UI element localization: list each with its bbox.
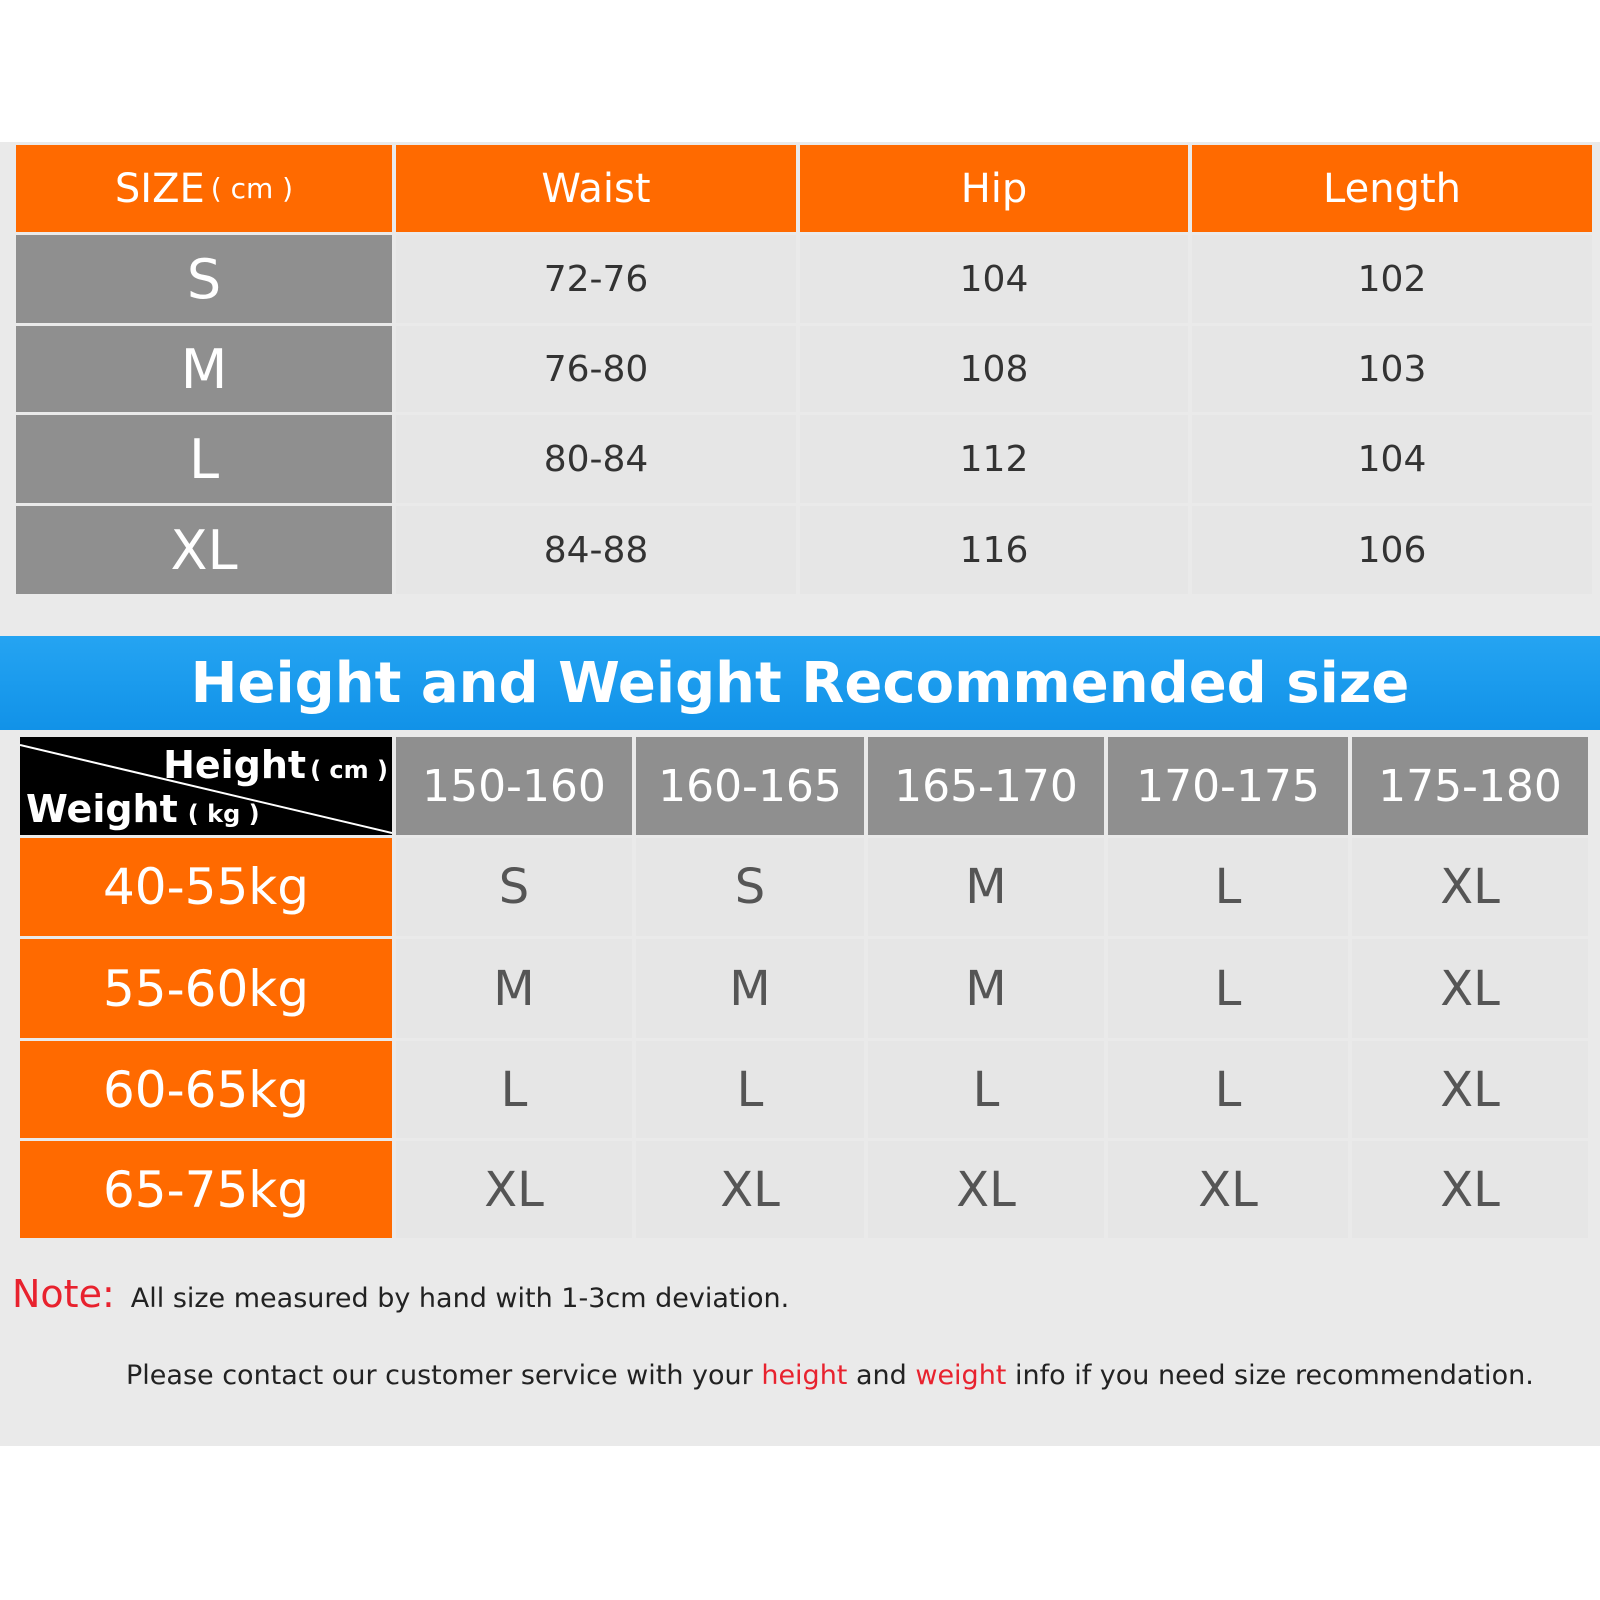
- header-size-unit: ( cm ): [210, 172, 294, 205]
- note-highlight-weight: weight: [915, 1360, 1007, 1391]
- waist-value: 80-84: [396, 415, 796, 503]
- recommended-size: M: [396, 939, 632, 1038]
- recommended-size: XL: [868, 1141, 1104, 1238]
- size-row-label: M: [16, 326, 392, 412]
- height-column-header: 170-175: [1108, 737, 1348, 835]
- hip-value: 108: [800, 326, 1188, 412]
- header-size: [16, 145, 392, 232]
- weight-row-header: 65-75kg: [20, 1141, 392, 1238]
- header-waist: Waist: [396, 145, 796, 232]
- length-value: 106: [1192, 506, 1592, 594]
- height-column-header: 160-165: [636, 737, 864, 835]
- length-value: 104: [1192, 415, 1592, 503]
- height-unit: ( cm ): [310, 756, 388, 784]
- recommended-size: XL: [396, 1141, 632, 1238]
- hip-value: 116: [800, 506, 1188, 594]
- note-text-part1: Please contact our customer service with your: [126, 1360, 762, 1391]
- size-row-label: S: [16, 235, 392, 323]
- size-row-label: L: [16, 415, 392, 503]
- note-text: All size measured by hand with 1-3cm deviation.: [130, 1283, 790, 1314]
- header-size-label: SIZE: [114, 165, 205, 212]
- size-row-label: XL: [16, 506, 392, 594]
- recommended-size: L: [636, 1041, 864, 1138]
- recommended-size: M: [636, 939, 864, 1038]
- recommended-size: XL: [1108, 1141, 1348, 1238]
- recommendation-table: [20, 737, 1588, 1238]
- recommended-size: L: [1108, 838, 1348, 936]
- note-highlight-height: height: [761, 1360, 848, 1391]
- height-column-header: 150-160: [396, 737, 632, 835]
- note-line-2: [126, 1360, 1534, 1391]
- recommended-size: L: [1108, 1041, 1348, 1138]
- length-value: 102: [1192, 235, 1592, 323]
- recommended-size: M: [868, 838, 1104, 936]
- recommended-size: L: [1108, 939, 1348, 1038]
- waist-value: 84-88: [396, 506, 796, 594]
- recommended-size: XL: [1352, 838, 1588, 936]
- recommended-size: L: [868, 1041, 1104, 1138]
- weight-row-header: 55-60kg: [20, 939, 392, 1038]
- weight-unit: ( kg ): [187, 800, 260, 828]
- recommended-size: L: [396, 1041, 632, 1138]
- weight-axis-label: [26, 787, 260, 831]
- height-column-header: 165-170: [868, 737, 1104, 835]
- hip-value: 112: [800, 415, 1188, 503]
- recommended-size: XL: [1352, 939, 1588, 1038]
- corner-header: [20, 737, 392, 835]
- recommended-size: S: [396, 838, 632, 936]
- length-value: 103: [1192, 326, 1592, 412]
- weight-row-header: 40-55kg: [20, 838, 392, 936]
- height-column-header: 175-180: [1352, 737, 1588, 835]
- note-label: Note:: [12, 1272, 115, 1316]
- height-label: Height: [163, 743, 307, 787]
- weight-label: Weight: [26, 787, 178, 831]
- header-length: Length: [1192, 145, 1592, 232]
- note-text-and: and: [847, 1360, 916, 1391]
- recommended-size: S: [636, 838, 864, 936]
- recommended-size: XL: [1352, 1141, 1588, 1238]
- weight-row-header: 60-65kg: [20, 1041, 392, 1138]
- recommended-size: XL: [636, 1141, 864, 1238]
- note-line-1: [12, 1272, 789, 1316]
- note-text-part2: info if you need size recommendation.: [1006, 1360, 1534, 1391]
- height-axis-label: [163, 743, 388, 787]
- header-hip: Hip: [800, 145, 1188, 232]
- recommended-size: XL: [1352, 1041, 1588, 1138]
- size-chart-table: [16, 145, 1592, 594]
- recommendation-banner: Height and Weight Recommended size: [0, 636, 1600, 730]
- waist-value: 72-76: [396, 235, 796, 323]
- waist-value: 76-80: [396, 326, 796, 412]
- hip-value: 104: [800, 235, 1188, 323]
- recommended-size: M: [868, 939, 1104, 1038]
